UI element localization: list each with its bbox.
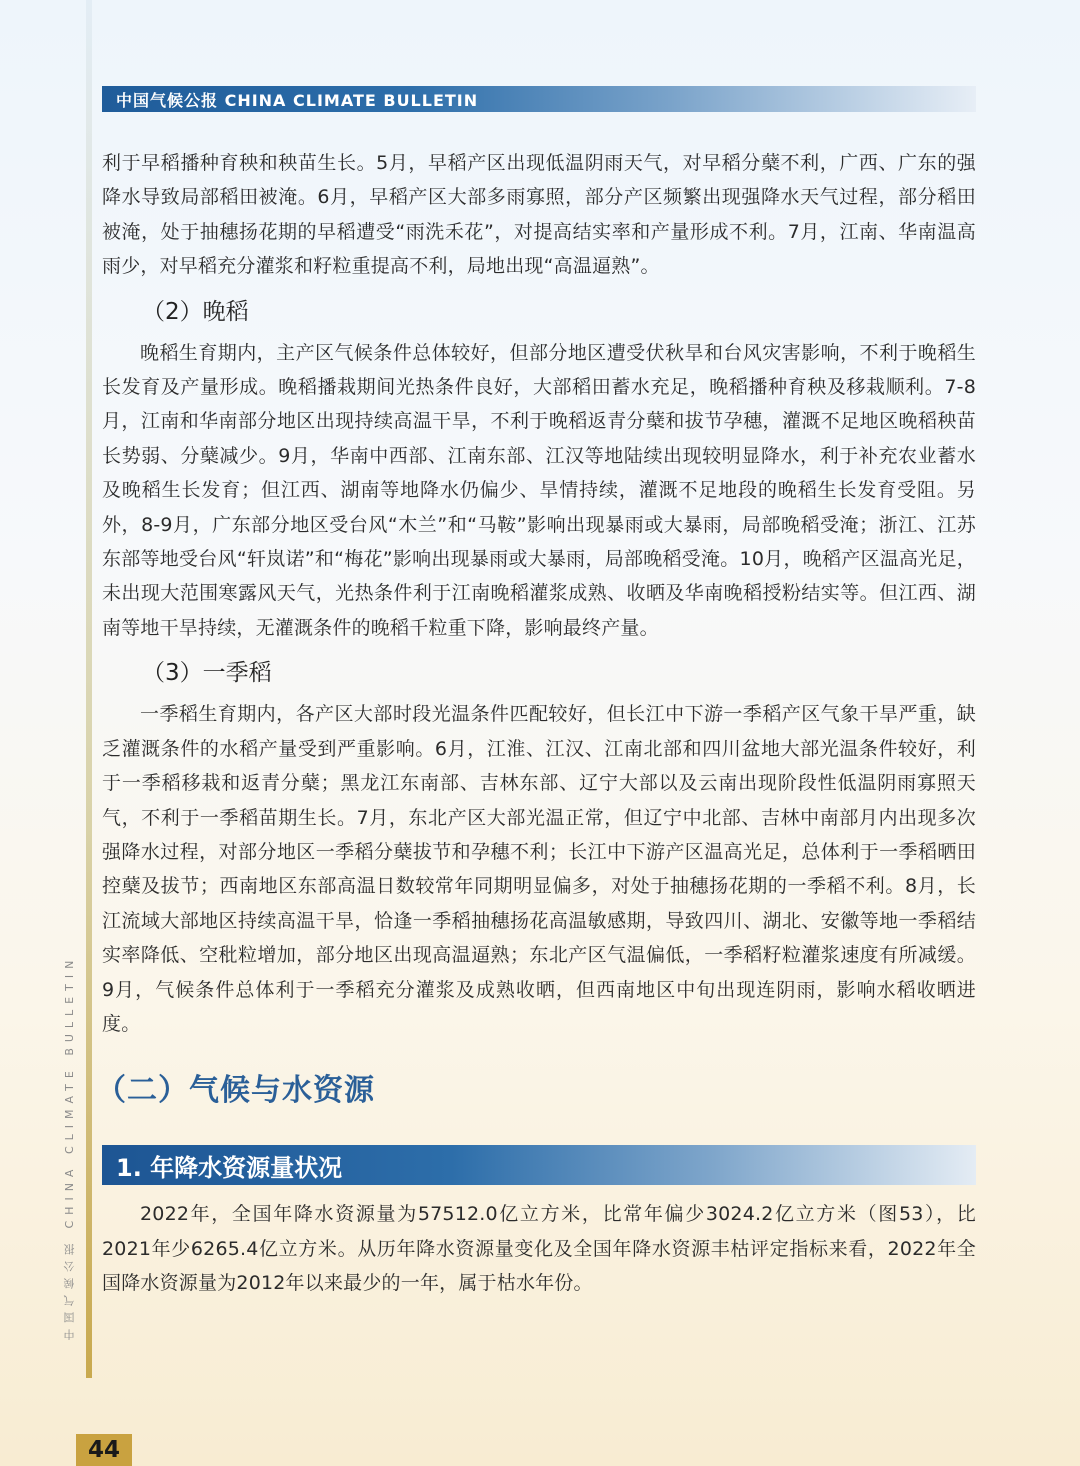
subheading-late-rice: （2）晚稻 (142, 298, 249, 325)
vertical-side-title: 中国气候公报 CHINA CLIMATE BULLETIN (63, 954, 76, 1340)
running-header-title: 中国气候公报 CHINA CLIMATE BULLETIN (116, 90, 479, 110)
subsection-bar-title: 1. 年降水资源量状况 (116, 1153, 343, 1182)
page-body (96, 146, 976, 1301)
paragraph-precipitation: 2022年，全国年降水资源量为57512.0亿立方米，比常年偏少3024.2亿立方米（图53），比2021年少6265.4亿立方米。从历年降水资源量变化及全国年降水资源丰枯评定指标来看，2022年全国降水资源量为2012年以来最少的一年，属于枯水年份。 (102, 1203, 976, 1295)
running-header (102, 86, 976, 112)
paragraph-early-rice-cont: 利于早稻播种育秧和秧苗生长。5月，早稻产区出现低温阴雨天气，对早稻分蘖不利，广西、广东的强降水导致局部稻田被淹。6月，早稻产区大部多雨寡照，部分产区频繁出现强降水天气过程，部分稻田被淹，处于抽穗扬花期的早稻遭受“雨洗禾花”，对提高结实率和产量形成不利。7月，江南、华南温高雨少，对早稻充分灌浆和籽粒重提高不利，局地出现“高温逼熟”。 (102, 152, 976, 278)
paragraph-single-rice: 一季稻生育期内，各产区大部时段光温条件匹配较好，但长江中下游一季稻产区气象干旱严重，缺乏灌溉条件的水稻产量受到严重影响。6月，江淮、江汉、江南北部和四川盆地大部光温条件较好，利于一季稻移栽和返青分蘖；黑龙江东南部、吉林东部、辽宁大部以及云南出现阶段性低温阴雨寡照天气，不利于一季稻苗期生长。7月，东北产区大部光温正常，但辽宁中北部、吉林中南部月内出现多次强降水过程，对部分地区一季稻分蘖拔节和孕穗不利；长江中下游产区温高光足，总体利于一季稻晒田控蘖及拔节；西南地区东部高温日数较常年同期明显偏多，对处于抽穗扬花期的一季稻不利。8月，长江流域大部地区持续高温干旱，恰逢一季稻抽穗扬花高温敏感期，导致四川、湖北、安徽等地一季稻结实率降低、空秕粒增加，部分地区出现高温逼熟；东北产区气温偏低，一季稻籽粒灌浆速度有所减缓。9月，气候条件总体利于一季稻充分灌浆及成熟收晒，但西南地区中旬出现连阴雨，影响水稻收晒进度。 (102, 703, 976, 1035)
left-margin-rule (86, 0, 92, 1378)
paragraph-late-rice: 晚稻生育期内，主产区气候条件总体较好，但部分地区遭受伏秋旱和台风灾害影响，不利于晚稻生长发育及产量形成。晚稻播栽期间光热条件良好，大部稻田蓄水充足，晚稻播种育秧及移栽顺利。7-8月，江南和华南部分地区出现持续高温干旱，不利于晚稻返青分蘖和拔节孕穗，灌溉不足地区晚稻秧苗长势弱、分蘖减少。9月，华南中西部、江南东部、江汉等地陆续出现较明显降水，利于补充农业蓄水及晚稻生长发育；但江西、湖南等地降水仍偏少、旱情持续，灌溉不足地段的晚稻生长发育受阻。另外，8-9月，广东部分地区受台风“木兰”和“马鞍”影响出现暴雨或大暴雨，局部晚稻受淹；浙江、江苏东部等地受台风“轩岚诺”和“梅花”影响出现暴雨或大暴雨，局部晚稻受淹。10月，晚稻产区温高光足，未出现大范围寒露风天气，光热条件利于江南晚稻灌浆成熟、收晒及华南晚稻授粉结实等。但江西、湖南等地干旱持续，无灌溉条件的晚稻千粒重下降，影响最终产量。 (102, 341, 976, 639)
page-number: 44 (76, 1434, 132, 1466)
section-heading-climate-water: （二）气候与水资源 (96, 1073, 375, 1109)
subsection-bar (102, 1145, 976, 1185)
subheading-single-rice: （3）一季稻 (142, 660, 272, 687)
